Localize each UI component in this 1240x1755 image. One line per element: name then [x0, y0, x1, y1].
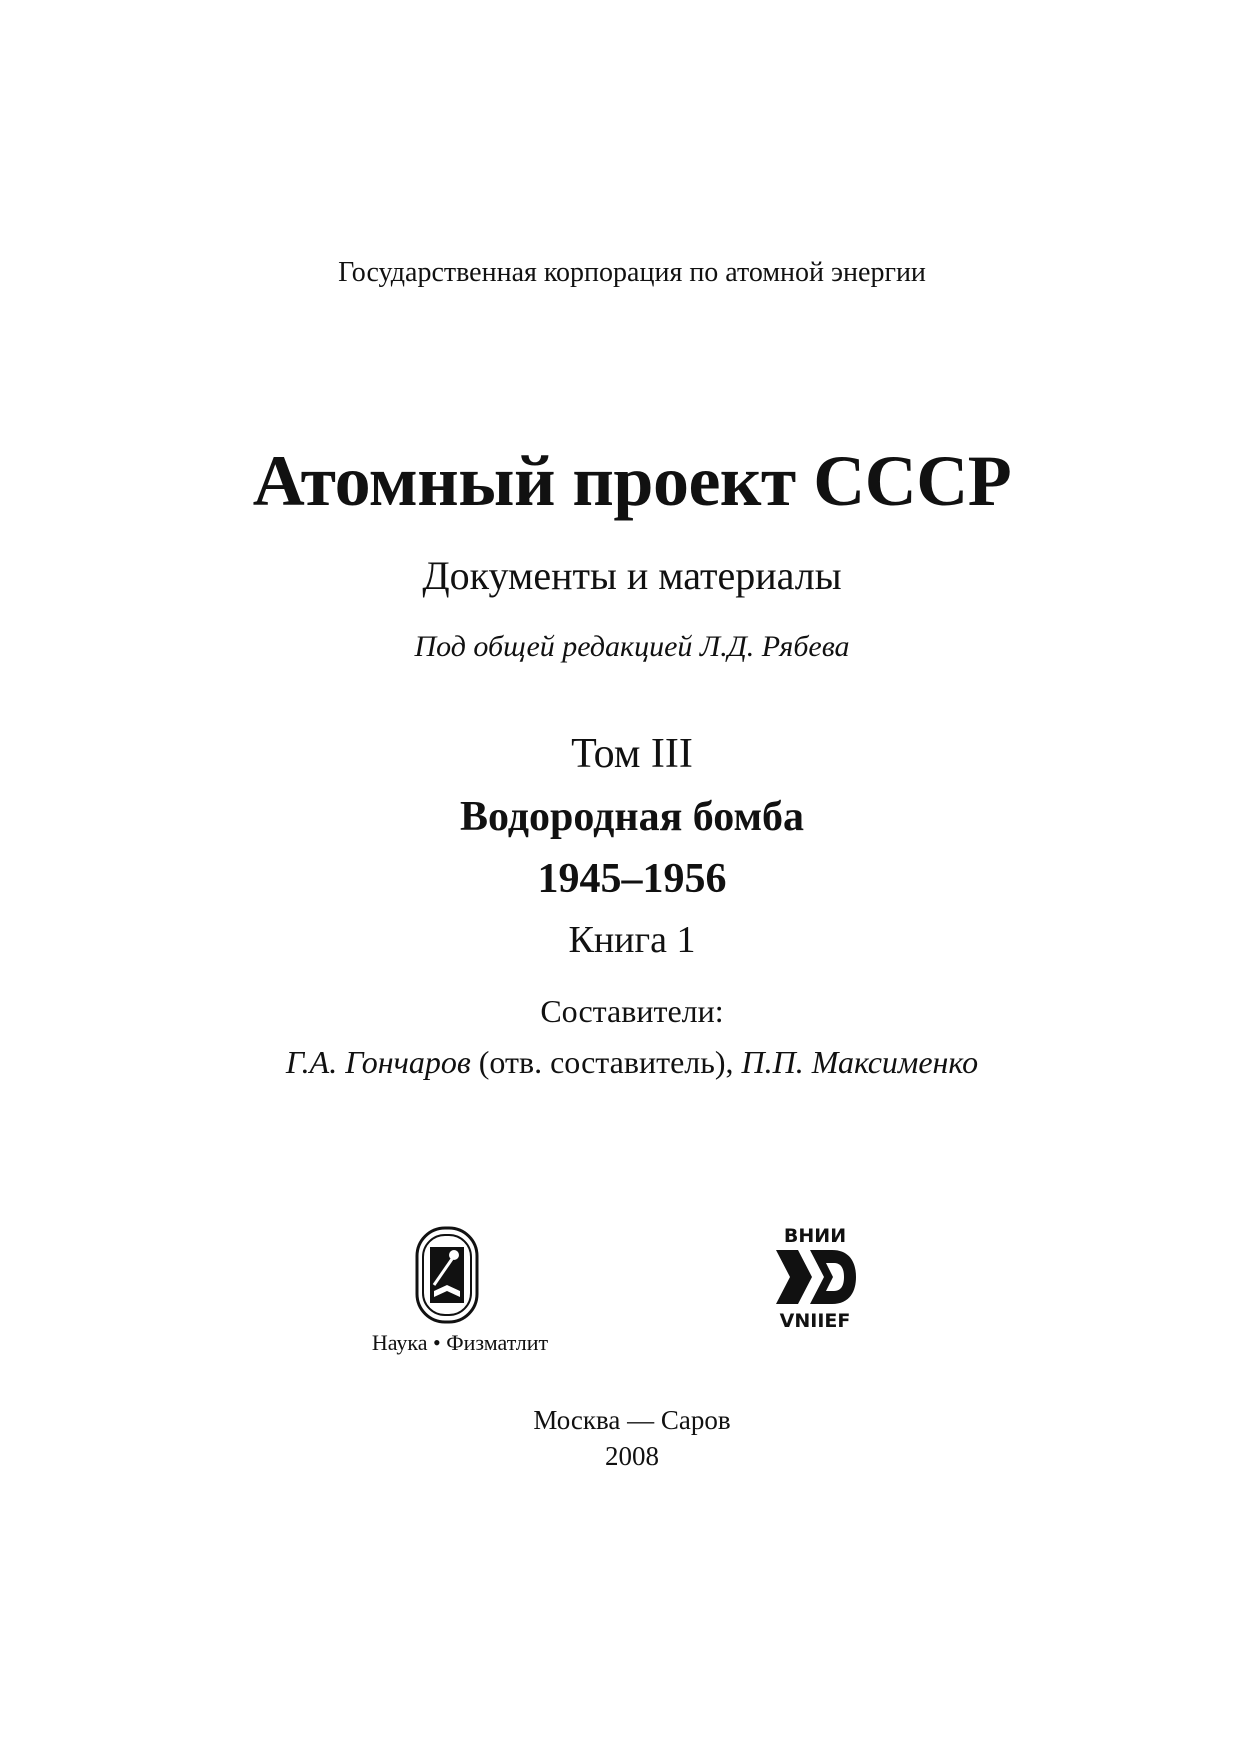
nauka-publisher-logo: [414, 1225, 480, 1325]
vniief-logo: [770, 1223, 860, 1333]
book-number: Книга 1: [568, 919, 696, 961]
compiler-name-1: Г.А. Гончаров: [285, 1044, 471, 1080]
publisher-caption: Наука • Физматлит: [371, 1330, 549, 1355]
compilers-label: Составители:: [540, 993, 724, 1029]
volume-number: Том III: [571, 731, 693, 777]
compilers-line: [12, 1044, 1240, 1081]
volume-title: Водородная бомба: [459, 794, 805, 840]
vniief-logo-bottom-text: VNIIEF: [779, 1310, 851, 1332]
vniief-logo-top-text: ВНИИ: [783, 1225, 847, 1247]
organization: Государственная корпорация по атомной энергии: [338, 257, 926, 288]
book-subtitle: Документы и материалы: [422, 553, 842, 598]
compiler-role-1: (отв. составитель),: [478, 1044, 734, 1080]
volume-years: 1945–1956: [537, 856, 727, 902]
editor-line: Под общей редакцией Л.Д. Рябева: [414, 630, 850, 663]
compiler-name-2: П.П. Максименко: [741, 1044, 979, 1080]
publication-year: 2008: [605, 1441, 659, 1471]
book-title: Атомный проект СССР: [252, 441, 1012, 521]
publication-place: Москва — Саров: [533, 1405, 731, 1435]
